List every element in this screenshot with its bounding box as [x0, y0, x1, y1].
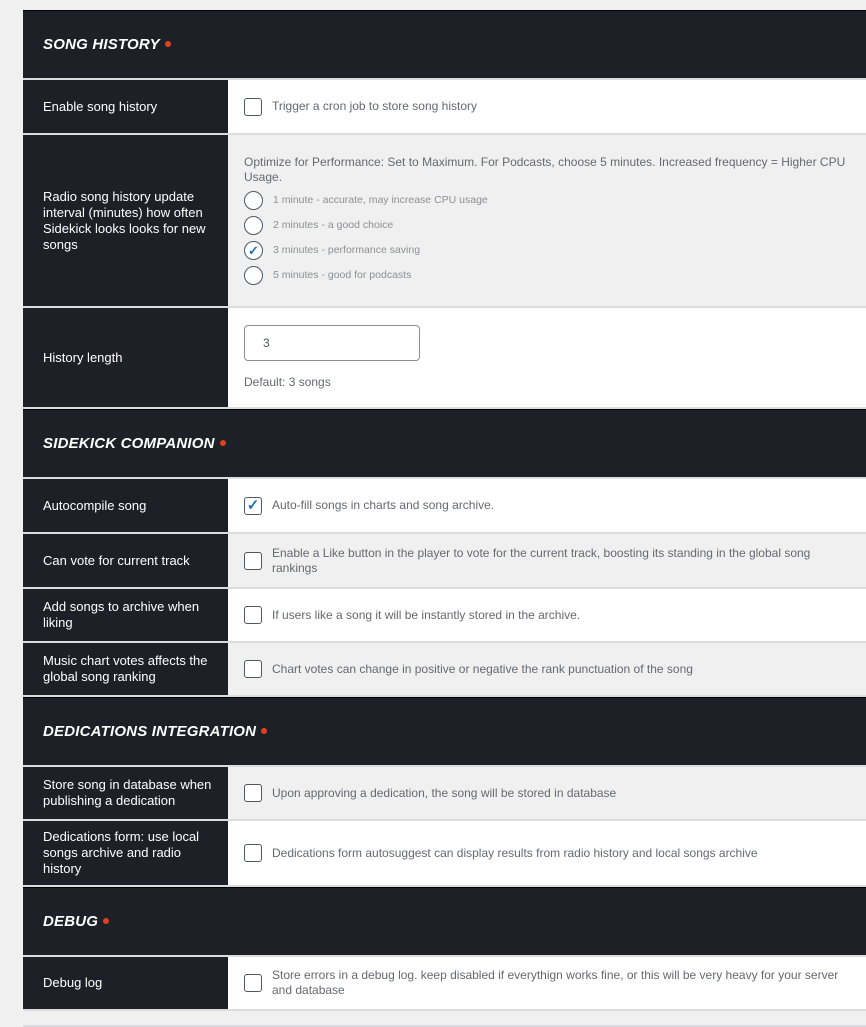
setting-label: Can vote for current track	[23, 534, 228, 587]
setting-row-vote-current-track	[23, 534, 866, 587]
setting-label: Store song in database when publishing a dedication	[23, 767, 228, 819]
accent-dot-icon	[165, 41, 171, 47]
setting-row-autocompile	[23, 479, 866, 532]
vote-current-track-checkbox[interactable]	[244, 552, 262, 570]
section-header-sidekick-companion: SIDEKICK COMPANION	[23, 409, 866, 477]
add-to-archive-checkbox[interactable]	[244, 606, 262, 624]
radio-option-3-minutes[interactable]: ✓ 3 minutes - performance saving	[244, 241, 420, 260]
setting-description: Trigger a cron job to store song history	[272, 99, 477, 113]
setting-row-dedications-form	[23, 821, 866, 885]
setting-label: Add songs to archive when liking	[23, 589, 228, 641]
setting-label: Music chart votes affects the global song ranking	[23, 643, 228, 695]
setting-description: If users like a song it will be instantly stored in the archive.	[272, 607, 581, 622]
radio-button[interactable]	[244, 266, 263, 285]
setting-label: History length	[23, 308, 228, 407]
accent-dot-icon	[261, 728, 267, 734]
setting-description: Dedications form autosuggest can display results from radio history and local songs archive	[272, 845, 758, 860]
store-song-dedication-checkbox[interactable]	[244, 784, 262, 802]
setting-row-chart-votes	[23, 643, 866, 695]
radio-option-5-minutes[interactable]: 5 minutes - good for podcasts	[244, 266, 411, 285]
section-header-dedications: DEDICATIONS INTEGRATION	[23, 697, 866, 765]
setting-row-update-interval	[23, 135, 866, 306]
dedications-form-checkbox[interactable]	[244, 844, 262, 862]
setting-row-store-song-dedication	[23, 767, 866, 819]
radio-button[interactable]	[244, 191, 263, 210]
debug-log-checkbox[interactable]	[244, 974, 262, 992]
setting-label: Radio song history update interval (minutes) how often Sidekick looks looks for new songs	[23, 135, 228, 306]
help-text: Default: 3 songs	[244, 375, 331, 389]
next-row-partial	[23, 1011, 866, 1025]
setting-row-debug-log	[23, 957, 866, 1009]
chart-votes-checkbox[interactable]	[244, 660, 262, 678]
checkmark-icon: ✓	[246, 497, 260, 514]
setting-row-enable-song-history	[23, 80, 866, 133]
setting-description: Auto-fill songs in charts and song archive.	[272, 498, 495, 512]
section-header-song-history: SONG HISTORY	[23, 10, 866, 78]
settings-panel	[23, 10, 866, 1027]
setting-description: Store errors in a debug log. keep disabled if everythign works fine, or this will be very heavy for your server and database	[272, 968, 839, 997]
setting-label: Autocompile song	[23, 479, 228, 532]
setting-label: Dedications form: use local songs archive and radio history	[23, 821, 228, 885]
radio-button[interactable]	[244, 216, 263, 235]
setting-label: Debug log	[23, 957, 228, 1009]
setting-description: Optimize for Performance: Set to Maximum. For Podcasts, choose 5 minutes. Increased frequency = Higher CPU Usage.	[244, 155, 846, 184]
setting-row-history-length	[23, 308, 866, 407]
setting-label: Enable song history	[23, 80, 228, 133]
autocompile-checkbox[interactable]	[244, 497, 262, 515]
accent-dot-icon	[220, 440, 226, 446]
setting-row-add-to-archive	[23, 589, 866, 641]
history-length-input[interactable]	[244, 325, 420, 361]
setting-description: Enable a Like button in the player to vote for the current track, boosting its standing in the global song rankings	[272, 545, 811, 575]
radio-option-2-minutes[interactable]: 2 minutes - a good choice	[244, 216, 393, 235]
radio-button-checked[interactable]	[244, 241, 263, 260]
setting-description: Upon approving a dedication, the song will be stored in database	[272, 785, 617, 800]
radio-option-1-minute[interactable]: 1 minute - accurate, may increase CPU usage	[244, 191, 488, 210]
accent-dot-icon	[103, 918, 109, 924]
setting-description: Chart votes can change in positive or negative the rank punctuation of the song	[272, 661, 693, 676]
section-header-debug: DEBUG	[23, 887, 866, 955]
enable-song-history-checkbox[interactable]	[244, 98, 262, 116]
checkmark-icon: ✓	[248, 243, 259, 258]
